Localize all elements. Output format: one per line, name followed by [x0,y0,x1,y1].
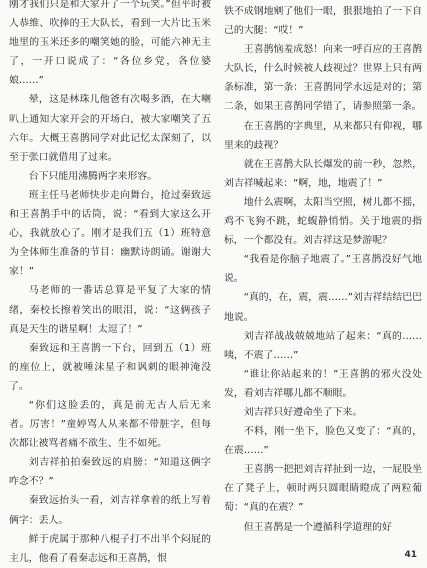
paragraph: 刚才我们只是和大家开了一个玩笑。”但平时被人恭维、吹捧的王大队长，看到一大片比玉米地里的玉米还多的嘲笑她的脸，可能六神无主了，一开口说成了：“各位乡党，各位婆娘……” [9,0,211,87]
paragraph: 马老师的一番话总算是平复了大家的情绪，秦校长擦着笑出的眼泪，说：“这俩孩子真是天生的谐星啊！太逗了！” [9,285,211,335]
paragraph: 王喜鹊一把把刘吉祥扯到一边，一屁股坐在了凳子上，顿时两只圆眼睛瞪成了两粒葡萄：“真的在震？” [224,464,422,514]
paragraph: 地什么震啊，太阳当空照，树儿都不摇，鸡不飞狗不跳，蛇蝮静悄悄。关于地震的指标，一个都没有。刘吉祥这是梦游呢？ [224,196,422,247]
paragraph: 不料，刚一坐下，脸色又变了：“真的，在震……” [224,426,422,457]
paragraph: 台下只能用沸腾两字来形容。 [28,170,158,182]
paragraph: 晕，这是林珠儿他爸有次喝多酒，在大喇叭上通知大家开会的开场白，被大家嘲笑了五六年。大概王喜鹊同学对此记忆太深刻了，以至于张口就借用了过来。 [9,94,211,163]
paragraph: “真的，在，震，震……”刘吉祥结结巴巴地说。 [224,292,422,323]
paragraph: “谁让你站起来的！”王喜鹊的邪火没处发，看刘吉祥哪儿都不顺眼。 [224,368,422,399]
right-text-column [224,0,422,548]
paragraph: 但王喜鹊是一个遵循科学道理的好 [243,521,392,533]
page-number: 41 [404,550,417,560]
paragraph: 刘吉祥只好遵命坐了下来。 [243,406,363,418]
paragraph: “我看是你脑子地震了。”王喜鹊没好气地说。 [224,254,422,285]
paragraph: 刘吉祥拍拍秦致远的肩膀：“知道这俩字咋念不？” [9,457,211,488]
paragraph: 鲜于虎属于那种八棍子打不出半个闷屁的主儿，他看了看秦志远和王喜鹊，恨 [9,533,211,564]
paragraph: 就在王喜鹊大队长爆发的前一秒，忽然，刘吉祥喊起来：“啊，地，地震了！” [224,158,422,189]
left-text-column [9,0,211,564]
paragraph: 王喜鹊恼羞成怒！向来一呼百应的王喜鹊大队长，什么时候被人歧视过？世界上只有两条标准，第一条：王喜鹊同学永远是对的；第二条，如果王喜鹊同学错了，请参照第一条。 [224,44,422,113]
paragraph: 刘吉祥战战兢兢地站了起来：“真的……咦，不震了……” [224,330,422,361]
paragraph: 秦致远抬头一看，刘吉祥拿着的纸上写着俩字：丢人。 [9,495,211,526]
paragraph: 铁不成钢地剜了他们一眼，狠狠地拍了一下自己的大腿：“哎！” [224,6,422,37]
paragraph: 班主任马老师快步走向舞台，抢过秦致远和王喜鹊手中的话筒，说：“看到大家这么开心，我就放心了。刚才是我们五（1）班特意为全体师生准备的节目：幽默诗朗诵。谢谢大家！” [9,189,211,278]
paragraph: 秦致远和王喜鹊一下台，回到五（1）班的座位上，就被唾沫星子和讽刺的眼神淹没了。 [9,342,211,392]
paragraph: 在王喜鹊的字典里，从来都只有仰视，哪里来的歧视？ [224,120,422,151]
paragraph: “你们这脸丢的，真是前无古人后无来者。厉害！”童婷骂人从来都不带脏字，但每次都让被骂者痛不欲生、生不如死。 [9,399,211,450]
